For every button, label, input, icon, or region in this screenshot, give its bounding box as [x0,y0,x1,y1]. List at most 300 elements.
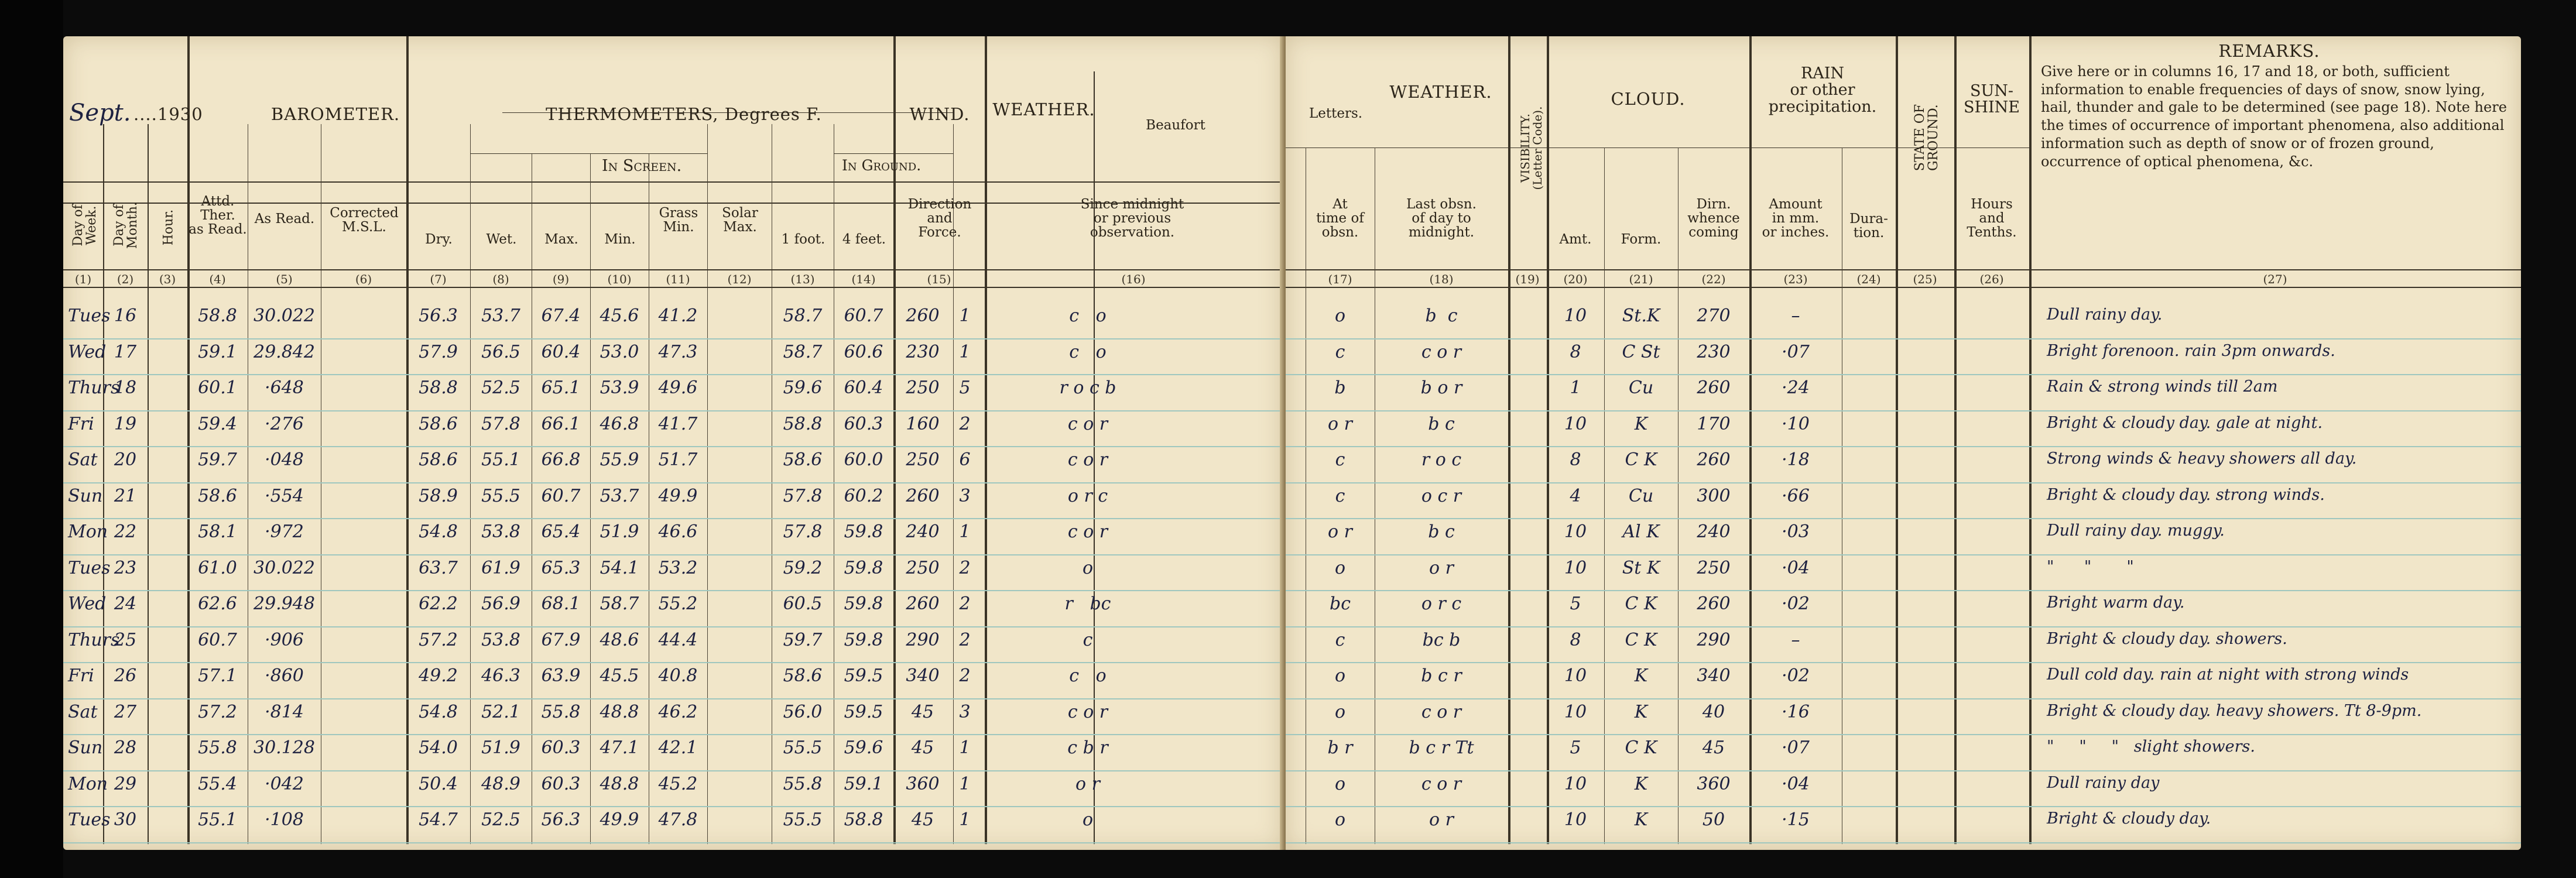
cloud-heading: CLOUD. [1611,89,1686,109]
cell-baro: ·042 [265,773,304,794]
cell-dir: 240 [906,522,940,542]
cell-dom: 25 [114,629,137,650]
cell-grass: 44.4 [658,629,698,650]
colno-8: (8) [492,272,509,286]
col-cloud-amt: Amt. [1559,232,1592,247]
cell-cl_amt: 10 [1564,666,1587,686]
cell-max: 60.7 [541,485,581,506]
cell-rain: – [1791,629,1800,650]
cell-grass: 41.7 [658,413,698,434]
cell-g1: 55.8 [783,773,823,794]
cell-wx_at: c [1335,450,1345,470]
col-rain-duration: Dura- tion. [1849,211,1888,241]
cell-wet: 56.5 [481,341,520,362]
cell-rain: ·15 [1782,810,1810,830]
cell-max: 56.3 [541,810,581,830]
cell-dry: 58.9 [419,485,458,506]
cell-dom: 28 [114,738,137,758]
cell-baro: ·554 [265,485,304,506]
sunshine-heading: SUN- SHINE [1963,82,2020,117]
cell-dry: 50.4 [419,773,458,794]
cell-min: 49.9 [600,810,639,830]
cell-cl_form: C St [1622,341,1660,362]
cell-dom: 24 [114,594,137,614]
cell-dry: 54.7 [419,810,458,830]
colno-9: (9) [552,272,570,286]
cell-rain: ·16 [1782,701,1810,722]
cell-wet: 57.8 [481,413,520,434]
cell-wet: 53.8 [481,629,520,650]
cell-grass: 51.7 [658,450,698,470]
cell-wx_last: o c r [1421,485,1462,506]
cell-min: 45.5 [600,666,639,686]
cell-min: 48.6 [600,629,639,650]
cell-g1: 55.5 [783,810,823,830]
cell-remark: Bright & cloudy day. [2047,810,2211,828]
cell-wet: 53.8 [481,522,520,542]
ruled-line [1286,698,2521,699]
cell-dow: Mon [68,522,108,542]
cell-max: 67.4 [541,306,581,326]
cell-cl_form: Al K [1622,522,1660,542]
cell-remark: Bright & cloudy day. strong winds. [2047,485,2325,504]
cell-wx_last: o r [1429,557,1454,578]
cell-cl_form: Cu [1628,378,1654,398]
cell-grass: 47.8 [658,810,698,830]
cell-g4: 59.8 [844,594,883,614]
cell-g4: 59.1 [844,773,883,794]
cell-cl_form: K [1634,701,1648,722]
cell-dom: 30 [114,810,137,830]
cell-attd: 55.1 [198,810,237,830]
cell-attd: 60.7 [198,629,237,650]
cell-cl_amt: 4 [1570,485,1581,506]
cell-attd: 59.4 [198,413,237,434]
col-wet: Wet. [486,232,517,247]
colno-11: (11) [666,272,690,286]
cell-cl_dirn: 260 [1697,594,1731,614]
cell-cl_dirn: 40 [1702,701,1725,722]
remarks-heading: REMARKS. [2218,41,2320,61]
col-hour: Hour. [161,209,176,246]
colno-15: (15) [927,272,951,286]
ruled-line [63,734,1282,735]
cell-wx_since: o [1082,557,1094,578]
cell-g4: 60.3 [844,413,883,434]
cell-dry: 58.6 [419,413,458,434]
colno-25: (25) [1913,272,1937,286]
cell-wet: 52.5 [481,810,520,830]
ruled-line [63,770,1282,771]
cell-dow: Sat [68,450,98,470]
cell-grass: 41.2 [658,306,698,326]
cell-baro: ·972 [265,522,304,542]
cell-dry: 54.8 [419,522,458,542]
cell-wx_at: o [1334,306,1346,326]
cell-wx_last: bc b [1422,629,1461,650]
col-cloud-form: Form. [1621,232,1662,247]
cell-cl_dirn: 270 [1697,306,1731,326]
cell-baro: 29.842 [254,341,315,362]
col-day-of-month: Day of Month. [111,202,140,249]
cell-remark: Dull rainy day [2047,773,2160,792]
cell-cl_dirn: 360 [1697,773,1731,794]
cell-grass: 49.9 [658,485,698,506]
ruled-line [1286,410,2521,411]
cell-attd: 55.8 [198,738,237,758]
cell-dir: 250 [906,378,940,398]
cell-remark: " " " slight showers. [2047,738,2255,756]
cell-force: 2 [959,413,971,434]
cell-max: 60.3 [541,773,581,794]
cell-dom: 26 [114,666,137,686]
cell-force: 1 [959,341,971,362]
cell-g1: 56.0 [783,701,823,722]
cell-dow: Wed [68,341,107,362]
cell-rain: ·18 [1782,450,1810,470]
cell-wx_at: b r [1327,738,1353,758]
cell-remark: Dull cold day. rain at night with strong winds [2047,666,2409,684]
cell-max: 66.1 [541,413,581,434]
cell-g4: 60.0 [844,450,883,470]
colno-7: (7) [430,272,447,286]
cell-wx_at: c [1335,341,1345,362]
cell-dow: Tues [68,557,111,578]
ruled-line [63,410,1282,411]
cell-wx_since: c o [1069,341,1107,362]
wind-heading: WIND. [909,104,970,124]
cell-dir: 340 [906,666,940,686]
cell-cl_amt: 1 [1570,378,1581,398]
cell-baro: ·814 [265,701,304,722]
cell-cl_amt: 10 [1564,413,1587,434]
cell-cl_dirn: 170 [1697,413,1731,434]
cell-baro: ·860 [265,666,304,686]
ruled-line [1286,662,2521,663]
cell-grass: 47.3 [658,341,698,362]
cell-wx_last: o r [1429,810,1454,830]
colno-1: (1) [74,272,92,286]
cell-force: 2 [959,594,971,614]
cell-cl_amt: 10 [1564,810,1587,830]
ruled-line [63,590,1282,591]
cell-g4: 59.8 [844,557,883,578]
cell-baro: ·108 [265,810,304,830]
cell-rain: ·66 [1782,485,1810,506]
cell-cl_dirn: 260 [1697,378,1731,398]
cell-g1: 58.6 [783,450,823,470]
ruled-line [63,518,1282,519]
cell-force: 2 [959,629,971,650]
col-one-foot: 1 foot. [781,232,825,247]
colno-5: (5) [276,272,293,286]
colno-27: (27) [2263,272,2287,286]
cell-remark: Bright & cloudy day. gale at night. [2047,413,2323,432]
cell-dry: 62.2 [419,594,458,614]
cell-min: 53.0 [600,341,639,362]
col-last-obs: Last obsn. of day to midnight. [1406,197,1477,241]
cell-cl_form: C K [1625,738,1657,758]
cell-cl_amt: 8 [1570,341,1581,362]
ruled-line [1286,374,2521,375]
colno-3: (3) [159,272,176,286]
cell-g1: 58.6 [783,666,823,686]
colno-24: (24) [1856,272,1881,286]
cell-wet: 46.3 [481,666,520,686]
cell-rain: ·02 [1782,594,1810,614]
cell-force: 6 [959,450,971,470]
cell-cl_form: St K [1622,557,1660,578]
cell-dir: 45 [911,738,934,758]
cell-wx_since: c o r [1067,450,1108,470]
cell-wx_last: b c [1428,413,1455,434]
cell-wx_last: b o r [1420,378,1462,398]
cell-wx_at: o [1334,773,1346,794]
cell-force: 1 [959,810,971,830]
cell-wx_at: o r [1328,522,1352,542]
cell-wx_at: c [1335,629,1345,650]
cell-dir: 45 [911,701,934,722]
cell-force: 2 [959,666,971,686]
cell-rain: ·03 [1782,522,1810,542]
cell-attd: 59.7 [198,450,237,470]
cell-min: 58.7 [600,594,639,614]
cell-attd: 57.1 [198,666,237,686]
cell-grass: 53.2 [658,557,698,578]
cell-max: 60.3 [541,738,581,758]
cell-remark: Rain & strong winds till 2am [2047,378,2278,396]
cell-min: 45.6 [600,306,639,326]
cell-grass: 40.8 [658,666,698,686]
cell-wx_last: b c r [1421,666,1462,686]
cell-dry: 57.2 [419,629,458,650]
col-sunshine-hours: Hours and Tenths. [1967,197,2017,241]
cell-baro: ·906 [265,629,304,650]
cell-wx_at: o [1334,810,1346,830]
cell-attd: 55.4 [198,773,237,794]
weather-letters-sub: Letters. [1309,106,1363,121]
cell-cl_form: C K [1625,450,1657,470]
ruled-line [1286,842,2521,843]
ruled-line [63,374,1282,375]
ruled-line [63,482,1282,483]
cell-max: 65.1 [541,378,581,398]
col-direction-force: Direction and Force. [907,197,972,241]
ruled-line [1286,446,2521,447]
cell-grass: 46.6 [658,522,698,542]
cell-wx_at: o r [1328,413,1352,434]
right-page [1286,36,2521,850]
cell-dom: 21 [114,485,137,506]
col-day-of-week: Day of Week. [70,204,99,246]
cell-g1: 55.5 [783,738,823,758]
ruled-line [63,662,1282,663]
cell-cl_amt: 5 [1570,738,1581,758]
cell-wx_since: r bc [1064,594,1111,614]
cell-dom: 27 [114,701,137,722]
cell-wet: 52.5 [481,378,520,398]
cell-max: 60.4 [541,341,581,362]
colno-10: (10) [607,272,632,286]
col-as-read: As Read. [254,211,315,227]
ruled-line [1286,518,2521,519]
cell-min: 46.8 [600,413,639,434]
cell-min: 53.9 [600,378,639,398]
cell-dom: 19 [114,413,137,434]
cell-rain: ·04 [1782,773,1810,794]
cell-baro: 29.948 [254,594,315,614]
cell-wet: 48.9 [481,773,520,794]
cell-wx_last: c o r [1421,701,1462,722]
colno-18: (18) [1429,272,1454,286]
cell-min: 54.1 [600,557,639,578]
cell-force: 5 [959,378,971,398]
in-ground-label: In Ground. [842,157,922,174]
cell-rain: – [1791,306,1800,326]
col-cloud-dirn: Dirn. whence coming [1687,197,1740,241]
cell-cl_form: K [1634,773,1648,794]
cell-cl_amt: 10 [1564,522,1587,542]
colno-6: (6) [355,272,372,286]
cell-dry: 63.7 [419,557,458,578]
cell-force: 3 [959,701,971,722]
colno-12: (12) [727,272,752,286]
col-corrected: Corrected M.S.L. [330,205,399,235]
colno-20: (20) [1563,272,1588,286]
header-bottom-rule [63,181,1282,183]
cell-min: 48.8 [600,701,639,722]
ruled-line [63,338,1282,339]
cell-dir: 260 [906,594,940,614]
cell-max: 63.9 [541,666,581,686]
cell-max: 65.4 [541,522,581,542]
cell-cl_amt: 10 [1564,557,1587,578]
cell-dow: Tues [68,810,111,830]
year-label: ....1930 [133,104,203,124]
cell-remark: " " " [2047,557,2134,576]
cell-cl_form: C K [1625,629,1657,650]
weather-beaufort-sub: Beaufort [1146,118,1205,133]
cell-cl_dirn: 340 [1697,666,1731,686]
cell-baro: ·276 [265,413,304,434]
cell-g4: 59.5 [844,666,883,686]
cell-g1: 59.7 [783,629,823,650]
cell-g1: 60.5 [783,594,823,614]
colno-21: (21) [1629,272,1653,286]
cell-wet: 52.1 [481,701,520,722]
cell-attd: 58.1 [198,522,237,542]
cell-force: 1 [959,773,971,794]
ruled-line [63,806,1282,807]
cell-attd: 57.2 [198,701,237,722]
cell-dom: 22 [114,522,137,542]
cell-wx_since: c o r [1067,522,1108,542]
cell-dir: 260 [906,306,940,326]
cell-g4: 59.8 [844,522,883,542]
cell-dir: 290 [906,629,940,650]
ruled-line [63,842,1282,843]
cell-dry: 49.2 [419,666,458,686]
cell-remark: Dull rainy day. [2047,306,2163,324]
cell-min: 55.9 [600,450,639,470]
cell-baro: ·648 [265,378,304,398]
cell-g4: 59.8 [844,629,883,650]
colno-19: (19) [1515,272,1540,286]
cell-grass: 49.6 [658,378,698,398]
cell-cl_amt: 8 [1570,629,1581,650]
cell-dom: 18 [114,378,137,398]
cell-wx_since: o r c [1067,485,1108,506]
cell-dow: Sun [68,485,103,506]
cell-dir: 45 [911,810,934,830]
cell-dom: 16 [114,306,137,326]
cell-dow: Mon [68,773,108,794]
cell-dir: 360 [906,773,940,794]
cell-dir: 260 [906,485,940,506]
cell-dry: 58.8 [419,378,458,398]
cell-g4: 60.7 [844,306,883,326]
cell-force: 1 [959,738,971,758]
cell-cl_amt: 10 [1564,701,1587,722]
cell-wx_at: b [1334,378,1346,398]
col-max: Max. [544,232,578,247]
cell-dry: 57.9 [419,341,458,362]
cell-min: 53.7 [600,485,639,506]
cell-cl_amt: 5 [1570,594,1581,614]
cell-min: 48.8 [600,773,639,794]
colno-14: (14) [851,272,876,286]
cell-wet: 56.9 [481,594,520,614]
cell-dry: 56.3 [419,306,458,326]
cell-cl_dirn: 300 [1697,485,1731,506]
cell-dry: 54.8 [419,701,458,722]
cell-max: 65.3 [541,557,581,578]
col-min: Min. [604,232,636,247]
colno-2: (2) [117,272,134,286]
cell-wx_since: c o [1069,306,1107,326]
cell-cl_form: St.K [1622,306,1660,326]
cell-grass: 55.2 [658,594,698,614]
ruled-line [63,626,1282,627]
cell-cl_amt: 10 [1564,773,1587,794]
cell-grass: 46.2 [658,701,698,722]
cell-dow: Fri [68,666,94,686]
cell-cl_dirn: 290 [1697,629,1731,650]
cell-dir: 250 [906,450,940,470]
colno-13: (13) [790,272,815,286]
cell-dow: Sat [68,701,98,722]
ruled-line [63,554,1282,555]
in-screen-label: In Screen. [602,157,682,175]
cell-g4: 60.6 [844,341,883,362]
cell-g1: 59.6 [783,378,823,398]
cell-remark: Bright warm day. [2047,594,2185,612]
cell-dow: Tues [68,306,111,326]
ruled-line [1286,554,2521,555]
cell-dry: 54.0 [419,738,458,758]
cell-wx_at: o [1334,666,1346,686]
cell-cl_dirn: 250 [1697,557,1731,578]
cell-max: 68.1 [541,594,581,614]
cell-wx_at: c [1335,485,1345,506]
cell-wx_at: o [1334,557,1346,578]
col-rain-amount: Amount in mm. or inches. [1762,197,1830,241]
cell-remark: Strong winds & heavy showers all day. [2047,450,2357,468]
cell-cl_amt: 8 [1570,450,1581,470]
cell-dow: Sun [68,738,103,758]
cell-rain: ·10 [1782,413,1810,434]
cell-min: 51.9 [600,522,639,542]
